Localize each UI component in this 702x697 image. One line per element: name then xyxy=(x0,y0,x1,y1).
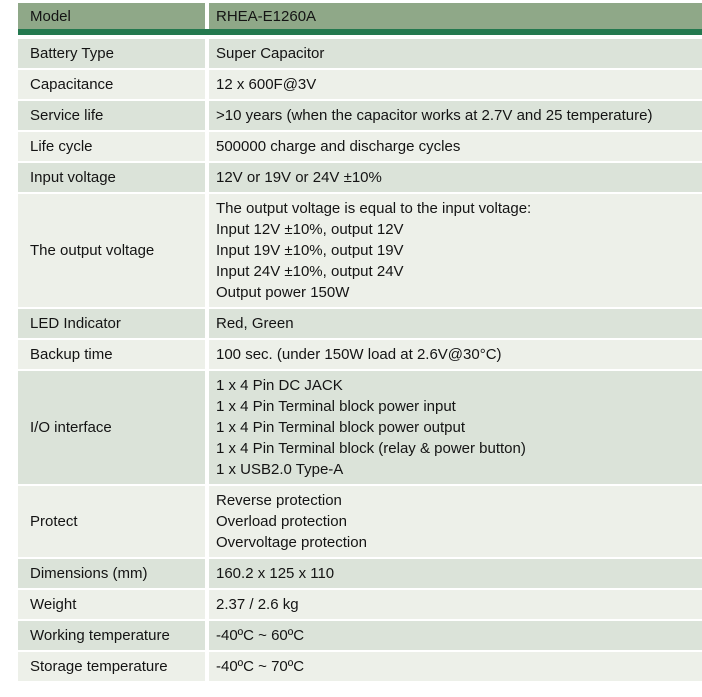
row-value-line: 500000 charge and discharge cycles xyxy=(216,138,461,155)
row-value-line: 1 x 4 Pin Terminal block power input xyxy=(216,398,456,415)
row-label: Storage temperature xyxy=(30,658,168,675)
table-row xyxy=(18,371,702,484)
row-label-cell xyxy=(18,163,205,192)
row-value-cell xyxy=(209,559,702,588)
header-label: Model xyxy=(30,7,71,25)
table-header-row xyxy=(18,3,702,29)
row-value-line: The output voltage is equal to the input voltage: xyxy=(216,200,532,217)
row-value-line: Input 12V ±10%, output 12V xyxy=(216,221,404,238)
row-value-cell xyxy=(209,621,702,650)
row-value-cell xyxy=(209,652,702,681)
header-label-cell xyxy=(18,3,205,29)
spec-table xyxy=(18,3,702,681)
table-row xyxy=(18,101,702,130)
row-value-line: Reverse protection xyxy=(216,492,342,509)
model-number: RHEA-E1260A xyxy=(216,7,317,25)
row-label: Weight xyxy=(30,596,77,613)
row-label-cell xyxy=(18,132,205,161)
row-value-line: Output power 150W xyxy=(216,284,350,301)
row-value-line: Overvoltage protection xyxy=(216,534,367,551)
row-value-cell xyxy=(209,101,702,130)
header-divider-bar xyxy=(18,29,702,35)
row-value-line: >10 years (when the capacitor works at 2.7V and 25 temperature) xyxy=(216,107,653,124)
table-row xyxy=(18,652,702,681)
row-value-cell xyxy=(209,309,702,338)
row-label-cell xyxy=(18,590,205,619)
spec-rows xyxy=(18,39,702,681)
row-value-cell xyxy=(209,194,702,307)
table-row xyxy=(18,340,702,369)
table-row xyxy=(18,559,702,588)
table-row xyxy=(18,132,702,161)
row-label-cell xyxy=(18,486,205,557)
row-value-line: 1 x USB2.0 Type-A xyxy=(216,461,344,478)
table-row xyxy=(18,486,702,557)
row-value-cell xyxy=(209,590,702,619)
row-value-line: 1 x 4 Pin DC JACK xyxy=(216,377,343,394)
row-label: Working temperature xyxy=(30,627,170,644)
row-label-cell xyxy=(18,340,205,369)
row-value-cell xyxy=(209,132,702,161)
row-value-line: Input 24V ±10%, output 24V xyxy=(216,263,404,280)
table-row xyxy=(18,621,702,650)
row-value-line: -40ºC ~ 60ºC xyxy=(216,627,305,644)
row-label: Battery Type xyxy=(30,45,114,62)
row-value-cell xyxy=(209,371,702,484)
row-value-line: Input 19V ±10%, output 19V xyxy=(216,242,404,259)
row-value-line: 12 x 600F@3V xyxy=(216,76,317,93)
row-label: The output voltage xyxy=(30,242,155,259)
row-label-cell xyxy=(18,39,205,68)
row-label: Dimensions (mm) xyxy=(30,565,148,582)
row-value-line: 160.2 x 125 x 110 xyxy=(216,565,335,582)
row-label-cell xyxy=(18,652,205,681)
row-label: Input voltage xyxy=(30,169,116,186)
row-label-cell xyxy=(18,621,205,650)
row-value-cell xyxy=(209,163,702,192)
row-value-cell xyxy=(209,486,702,557)
row-label-cell xyxy=(18,559,205,588)
table-row xyxy=(18,163,702,192)
table-row xyxy=(18,309,702,338)
row-value-line: 12V or 19V or 24V ±10% xyxy=(216,169,382,186)
row-label-cell xyxy=(18,371,205,484)
row-value-line: Overload protection xyxy=(216,513,347,530)
row-label: Life cycle xyxy=(30,138,93,155)
row-label-cell xyxy=(18,309,205,338)
row-value-cell xyxy=(209,70,702,99)
row-value-line: Red, Green xyxy=(216,315,294,332)
table-row xyxy=(18,194,702,307)
row-label: LED Indicator xyxy=(30,315,121,332)
header-value-cell xyxy=(209,3,702,29)
row-label: Backup time xyxy=(30,346,113,363)
row-value-cell xyxy=(209,340,702,369)
row-label: Protect xyxy=(30,513,78,530)
row-label-cell xyxy=(18,70,205,99)
table-row xyxy=(18,70,702,99)
table-row xyxy=(18,590,702,619)
row-label: Service life xyxy=(30,107,104,124)
row-label: I/O interface xyxy=(30,419,112,436)
row-value-line: 1 x 4 Pin Terminal block power output xyxy=(216,419,466,436)
row-label: Capacitance xyxy=(30,76,114,93)
row-value-line: 1 x 4 Pin Terminal block (relay & power button) xyxy=(216,440,526,457)
row-label-cell xyxy=(18,194,205,307)
table-row xyxy=(18,39,702,68)
row-value-line: 100 sec. (under 150W load at 2.6V@30°C) xyxy=(216,346,502,363)
row-value-line: Super Capacitor xyxy=(216,45,325,62)
row-value-cell xyxy=(209,39,702,68)
row-label-cell xyxy=(18,101,205,130)
row-value-line: -40ºC ~ 70ºC xyxy=(216,658,305,675)
row-value-line: 2.37 / 2.6 kg xyxy=(216,596,299,613)
